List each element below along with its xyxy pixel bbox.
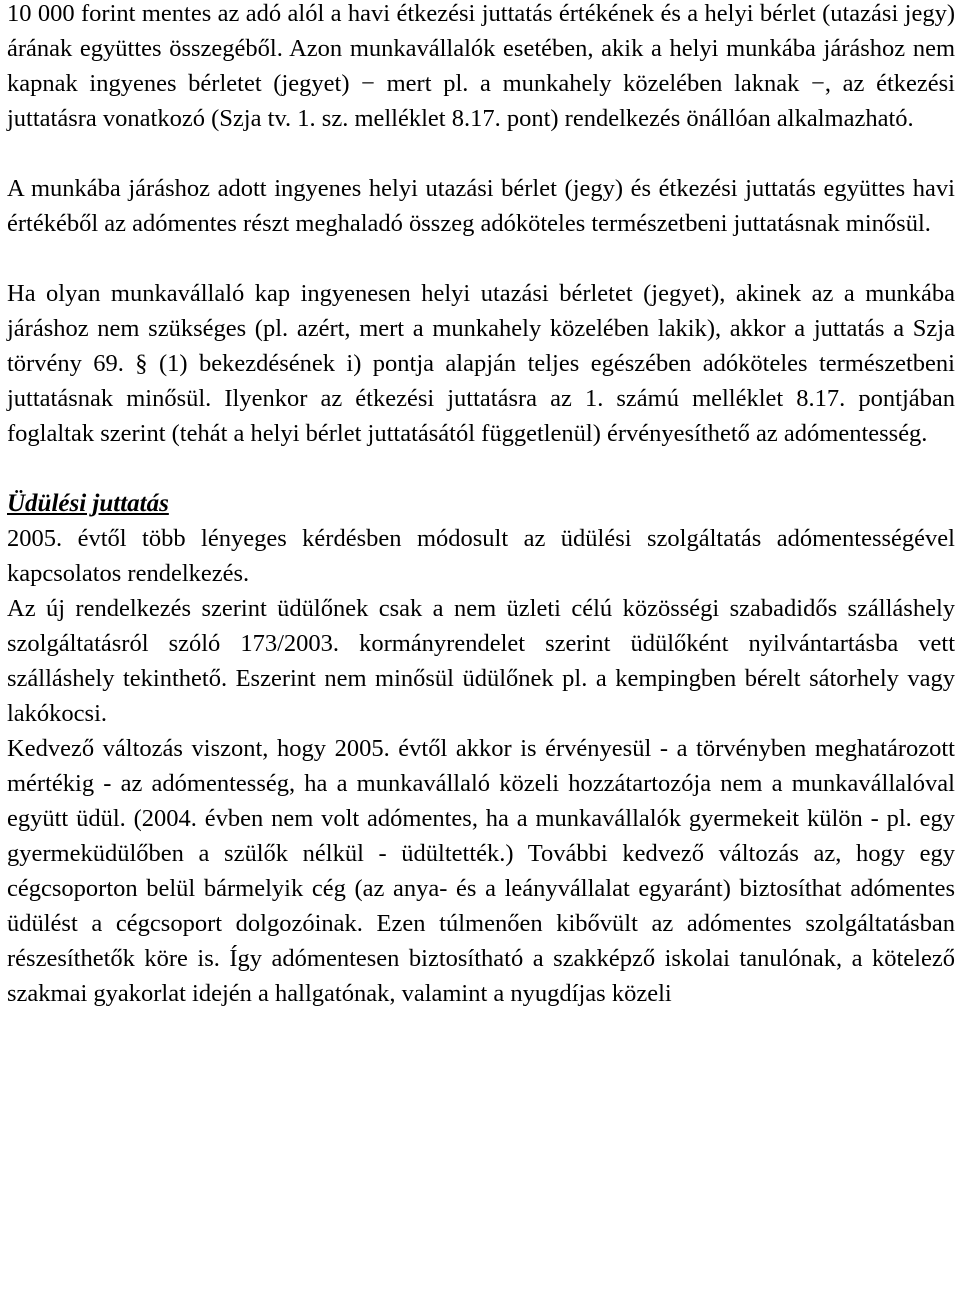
document-page [7,0,955,1011]
section-heading-holiday-benefit: Üdülési juttatás [7,490,169,517]
paragraph-resort-definition: Az új rendelkezés szerint üdülőnek csak a nem üzleti célú közösségi szabadidős szálláshely szolgáltatásról szóló 173/2003. kormányrendelet szerint üdülőként nyilvántartásba vett szálláshely tekinthető. Eszerint nem minősül üdülőnek pl. a kempingben bérelt sátorhely vagy lakókocsi. [7,595,955,727]
paragraph-meal-and-pass-exemption: 10 000 forint mentes az adó alól a havi étkezési juttatás értékének és a helyi bérlet (utazási jegy) árának együttes összegéből. Azon munkavállalók esetében, akik a helyi munkába járáshoz nem kapnak ingyenes bérletet (jegyet) − mert pl. a munkahely közelében laknak −, az étkezési juttatásra vonatkozó (Szja tv. 1. sz. melléklet 8.17. pont) rendelkezés önállóan alkalmazható. [7,0,955,132]
paragraph-2005-changes: 2005. évtől több lényeges kérdésben módosult az üdülési szolgáltatás adómentességével kapcsolatos rendelkezés. [7,525,955,587]
paragraph-taxable-excess: A munkába járáshoz adott ingyenes helyi utazási bérlet (jegy) és étkezési juttatás együttes havi értékéből az adómentes részt meghaladó összeg adóköteles természetbeni juttatásnak minősül. [7,175,955,237]
paragraph-favourable-changes: Kedvező változás viszont, hogy 2005. évtől akkor is érvényesül - a törvényben meghatározott mértékig - az adómentesség, ha a munkavállaló közeli hozzátartozója nem a munkavállalóval együtt üdül. (2004. évben nem volt adómentes, ha a munkavállalók gyermekeit külön - pl. egy gyermeküdülőben a szülők nélkül - üdültették.) További kedvező változás az, hogy egy cégcsoporton belül bármelyik cég (az anya- és a leányvállalat egyaránt) biztosíthat adómentes üdülést a cégcsoport dolgozóinak. Ezen túlmenően kibővült az adómentes szolgáltatásban részesíthetők köre is. Így adómentesen biztosítható a szakképző iskolai tanulónak, a kötelező szakmai gyakorlat idején a hallgatónak, valamint a nyugdíjas közeli [7,735,955,1007]
paragraph-unneeded-pass: Ha olyan munkavállaló kap ingyenesen helyi utazási bérletet (jegyet), akinek az a munkába járáshoz nem szükséges (pl. azért, mert a munkahely közelében lakik), akkor a juttatás a Szja törvény 69. § (1) bekezdésének i) pontja alapján teljes egészében adóköteles természetbeni juttatásnak minősül. Ilyenkor az étkezési juttatásra az 1. számú melléklet 8.17. pontjában foglaltak szerint (tehát a helyi bérlet juttatásától függetlenül) érvényesíthető az adómentesség. [7,280,955,447]
